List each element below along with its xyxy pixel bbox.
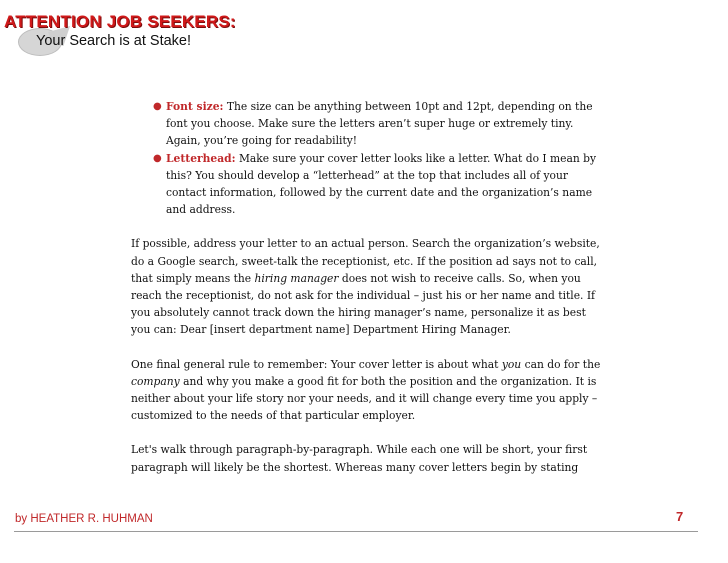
paragraph-general-rule [131, 356, 601, 425]
bullet-list [131, 98, 601, 218]
footer-divider [14, 531, 698, 532]
bullet-text: The size can be anything between 10pt and 12pt, depending on the font you choose. Make sure the letters aren’t super huge or extremely tiny. Again, you’re going for readability! [166, 100, 593, 148]
page-number: 7 [676, 509, 684, 524]
bullet-term: Font size: [166, 100, 224, 113]
emphasis-text: hiring manager [254, 271, 339, 285]
page-header [0, 0, 330, 60]
bullet-item-font-size [153, 98, 601, 150]
paragraph-walkthrough: Let's walk through paragraph-by-paragraph. While each one will be short, your first paragraph will likely be the shortest. Whereas many cover letters begin by stating [131, 443, 588, 474]
bullet-item-letterhead [153, 150, 601, 219]
text-run: and why you make a good fit for both the position and the organization. It is neither about your life story nor your needs, and it will change every time you apply – customized to the needs of that particular employer. [131, 374, 598, 423]
bullet-dot-icon: ● [153, 152, 162, 164]
page-content [131, 98, 601, 476]
bullet-dot-icon: ● [153, 101, 162, 112]
bullet-term: Letterhead: [166, 151, 236, 165]
text-run: One final general rule to remember: Your cover letter is about what [131, 357, 502, 371]
text-run: does not wish to receive calls. So, when you reach the receptionist, do not ask for the individual – just his or her name and title. If you absolutely cannot track down the hiring manager’s name, personalize it as best you can: Dear [insert department name] Department Hiring Manager. [131, 271, 595, 337]
emphasis-text: company [131, 374, 180, 388]
footer-author: by HEATHER R. HUHMAN [15, 513, 153, 525]
header-subtitle: Your Search is at Stake! [36, 33, 192, 49]
text-run: can do for the [521, 357, 601, 371]
emphasis-text: you [501, 357, 522, 371]
bullet-text: Make sure your cover letter looks like a letter. What do I mean by this? You should develop a “letterhead” at the top that includes all of your contact information, followed by the current date and the organization’s name and address. [166, 151, 597, 217]
paragraph-address-letter [131, 235, 601, 338]
text-run: If possible, address your letter to an actual person. Search the organization’s website, do a Google search, sweet-talk the receptionist, etc. If the position ad says not to call, that simply means the [131, 237, 600, 285]
header-title: ATTENTION JOB SEEKERS: [4, 12, 236, 31]
